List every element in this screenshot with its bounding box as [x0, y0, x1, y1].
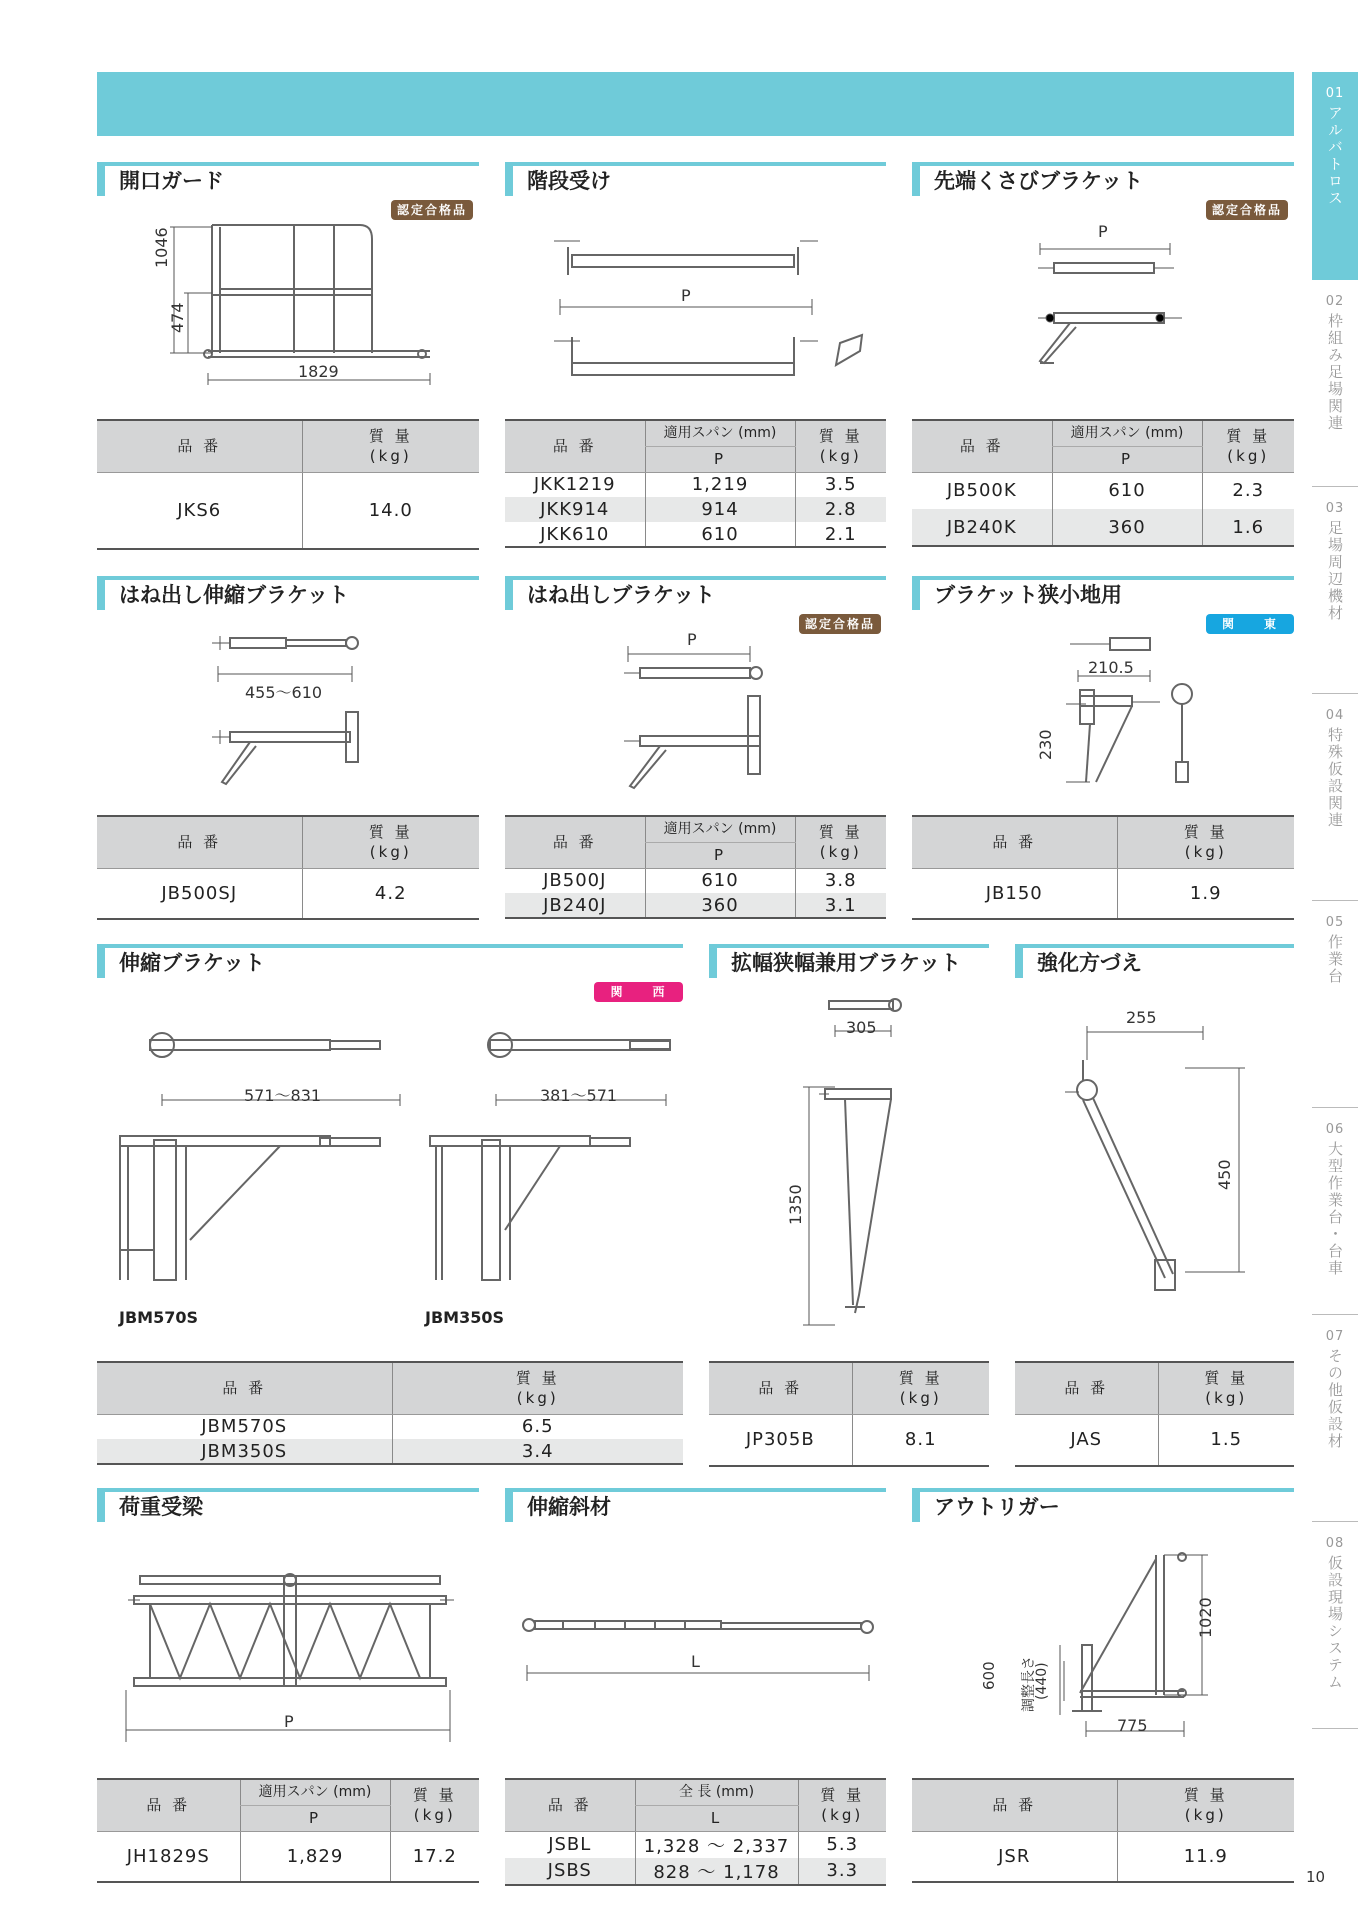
- col-mass: [795, 420, 886, 472]
- col-hinban: 品 番: [97, 816, 302, 868]
- cell-code: JB240J: [505, 893, 645, 918]
- kaidan-drawing: [550, 225, 870, 385]
- cell-span: 1,829: [240, 1831, 390, 1882]
- section-title: 拡幅狭幅兼用ブラケット: [709, 948, 961, 978]
- mass-label: 質 量: [515, 1369, 560, 1388]
- col-mass: [798, 1779, 886, 1831]
- cell-code: JKK1219: [505, 472, 645, 497]
- cell-mass: 1.9: [1117, 868, 1294, 919]
- tab-ogata[interactable]: [1312, 1108, 1358, 1315]
- col-span: 適用スパン (mm): [645, 420, 795, 446]
- dim-p: P: [284, 1712, 294, 1731]
- dim-l: L: [691, 1652, 700, 1671]
- dim-width-570: 571〜831: [244, 1086, 322, 1105]
- kg-label: (kg): [1184, 1806, 1227, 1825]
- cell-mass: 3.4: [392, 1439, 683, 1464]
- col-l: L: [635, 1805, 798, 1831]
- cell-code: JBM570S: [97, 1414, 392, 1439]
- dim-width: 775: [1117, 1716, 1148, 1735]
- col-span: 適用スパン (mm): [240, 1779, 390, 1805]
- section-title: 階段受け: [505, 166, 611, 196]
- col-hinban: 品 番: [97, 420, 302, 472]
- col-hinban: 品 番: [1015, 1362, 1158, 1414]
- col-mass: [1117, 1779, 1294, 1831]
- dim-width: 305: [846, 1018, 877, 1037]
- cell-code: JSBL: [505, 1831, 635, 1858]
- section-title: はね出しブラケット: [505, 580, 715, 610]
- dim-adjust-label: 調整長さ: [1021, 1656, 1037, 1712]
- section-kaikou-guard: [97, 162, 479, 196]
- mass-label: 質 量: [1226, 427, 1271, 446]
- tab-label: 枠組み足場関連: [1326, 313, 1344, 432]
- cell-code: JB500J: [505, 868, 645, 893]
- col-hinban: 品 番: [912, 1779, 1117, 1831]
- section-hanedashi: [505, 576, 886, 610]
- tab-number: 08: [1325, 1536, 1345, 1551]
- section-sentan: [912, 162, 1294, 196]
- certified-badge: 認定合格品: [1206, 200, 1288, 220]
- tab-number: 06: [1325, 1122, 1345, 1137]
- dim-p: P: [681, 286, 691, 305]
- outrigger-drawing: [1060, 1545, 1220, 1745]
- section-title: 伸縮斜材: [505, 1492, 611, 1522]
- hanedashi-drawing: [620, 640, 780, 800]
- section-kyosho: [912, 576, 1294, 610]
- tab-label: その他仮設材: [1326, 1348, 1344, 1450]
- cell-code: JP305B: [709, 1414, 852, 1466]
- tab-sonota[interactable]: [1312, 1315, 1358, 1522]
- cell-code: JKK610: [505, 522, 645, 547]
- mass-label: 質 量: [1183, 823, 1228, 842]
- col-mass: [852, 1362, 989, 1414]
- cell-span: 914: [645, 497, 795, 522]
- outrigger-spec-table: [912, 1778, 1294, 1883]
- cell-mass: 3.8: [795, 868, 886, 893]
- col-mass: [1158, 1362, 1294, 1414]
- section-kyouka: [1015, 944, 1294, 978]
- kg-label: (kg): [1184, 843, 1227, 862]
- col-hinban: 品 番: [505, 816, 645, 868]
- tab-wakugumi[interactable]: [1312, 280, 1358, 487]
- cell-code: JBM350S: [97, 1439, 392, 1464]
- dim-p: P: [1098, 222, 1108, 241]
- dim-height: 1020: [1196, 1597, 1215, 1638]
- cell-mass: 11.9: [1117, 1831, 1294, 1882]
- cell-mass: 3.3: [798, 1858, 886, 1885]
- section-hanedashi-shinshuku: [97, 576, 479, 610]
- kaikou-guard-drawing: [140, 215, 440, 385]
- kyosho-drawing: [1040, 632, 1200, 792]
- section-kaidan: [505, 162, 886, 196]
- kg-label: (kg): [819, 843, 862, 862]
- kg-label: (kg): [516, 1389, 559, 1408]
- mass-label: 質 量: [820, 1786, 865, 1805]
- sentan-spec-table: [912, 419, 1294, 547]
- section-title: ブラケット狭小地用: [912, 580, 1122, 610]
- mass-label: 質 量: [818, 427, 863, 446]
- kg-label: (kg): [369, 843, 412, 862]
- cell-mass: 14.0: [302, 472, 479, 549]
- kg-label: (kg): [821, 1806, 864, 1825]
- col-mass: [795, 816, 886, 868]
- cell-length: 828 〜 1,178: [635, 1858, 798, 1885]
- col-hinban: 品 番: [505, 420, 645, 472]
- cell-code: JB500K: [912, 472, 1052, 509]
- mass-label: 質 量: [898, 1369, 943, 1388]
- section-shinshuku: [97, 944, 683, 978]
- cell-mass: 17.2: [390, 1831, 479, 1882]
- hanedashi-shinshuku-drawing: [200, 632, 370, 792]
- shashizai-drawing: [515, 1605, 885, 1685]
- cell-mass: 5.3: [798, 1831, 886, 1858]
- tab-number: 03: [1325, 501, 1345, 516]
- mass-label: 質 量: [368, 427, 413, 446]
- dim-adjust-value: (440): [1034, 1662, 1050, 1700]
- kyouka-spec-table: [1015, 1361, 1294, 1467]
- dim-width: 255: [1126, 1008, 1157, 1027]
- cell-mass: 2.3: [1202, 472, 1294, 509]
- kg-label: (kg): [819, 447, 862, 466]
- section-title: はね出し伸縮ブラケット: [97, 580, 349, 610]
- tab-label: 特殊仮設関連: [1326, 727, 1344, 829]
- col-hinban: 品 番: [912, 420, 1052, 472]
- kyosho-spec-table: [912, 815, 1294, 920]
- tab-label: 作業台: [1326, 934, 1344, 985]
- shashizai-spec-table: [505, 1778, 886, 1886]
- mass-label: 質 量: [1204, 1369, 1249, 1388]
- dim-height-total: 1046: [152, 227, 171, 268]
- tab-tokushu[interactable]: [1312, 694, 1358, 901]
- header-banner: [97, 72, 1294, 136]
- cell-code: JB500SJ: [97, 868, 302, 919]
- kaikou-spec-table: [97, 419, 479, 550]
- col-mass: [302, 816, 479, 868]
- col-hinban: 品 番: [505, 1779, 635, 1831]
- cell-mass: 1.6: [1202, 509, 1294, 546]
- col-mass: [1202, 420, 1294, 472]
- kakufuku-drawing: [795, 995, 915, 1330]
- section-kajuu: [97, 1488, 479, 1522]
- col-p: P: [645, 842, 795, 868]
- tab-sagyodai[interactable]: [1312, 901, 1358, 1108]
- cell-span: 610: [645, 522, 795, 547]
- cell-code: JSBS: [505, 1858, 635, 1885]
- hanedashi-shinshuku-spec-table: [97, 815, 479, 920]
- kakufuku-spec-table: [709, 1361, 989, 1467]
- tab-label: 仮設現場システム: [1326, 1555, 1344, 1691]
- cell-code: JH1829S: [97, 1831, 240, 1882]
- cell-span: 360: [645, 893, 795, 918]
- tab-number: 02: [1325, 294, 1345, 309]
- mass-label: 質 量: [368, 823, 413, 842]
- cell-code: JB150: [912, 868, 1117, 919]
- tab-number: 05: [1325, 915, 1345, 930]
- shinshuku-drawing: [110, 1010, 680, 1280]
- dim-width-350: 381〜571: [540, 1086, 618, 1105]
- col-hinban: 品 番: [709, 1362, 852, 1414]
- cell-mass: 4.2: [302, 868, 479, 919]
- tab-number: 07: [1325, 1329, 1345, 1344]
- hanedashi-spec-table: [505, 815, 886, 919]
- cell-mass: 3.1: [795, 893, 886, 918]
- shinshuku-spec-table: [97, 1361, 683, 1465]
- section-title: 先端くさびブラケット: [912, 166, 1143, 196]
- dim-height: 230: [1036, 729, 1055, 760]
- cell-mass: 1.5: [1158, 1414, 1294, 1466]
- kg-label: (kg): [1205, 1389, 1248, 1408]
- region-badge: 関 西: [594, 982, 683, 1002]
- certified-badge: 認定合格品: [799, 614, 881, 634]
- dim-p: P: [687, 630, 697, 649]
- col-mass: [392, 1362, 683, 1414]
- dim-600: 600: [980, 1661, 998, 1690]
- model-label: JBM570S: [119, 1308, 198, 1327]
- cell-span: 610: [1052, 472, 1202, 509]
- section-kakufuku: [709, 944, 989, 978]
- cell-mass: 2.8: [795, 497, 886, 522]
- sentan-drawing: [1030, 235, 1190, 370]
- col-hinban: 品 番: [912, 816, 1117, 868]
- dim-height-lower: 474: [168, 302, 187, 333]
- col-mass: [390, 1779, 479, 1831]
- certified-badge: 認定合格品: [391, 200, 473, 220]
- kg-label: (kg): [899, 1389, 942, 1408]
- col-zencho: 全 長 (mm): [635, 1779, 798, 1805]
- col-hinban: 品 番: [97, 1779, 240, 1831]
- mass-label: 質 量: [412, 1786, 457, 1805]
- cell-mass: 8.1: [852, 1414, 989, 1466]
- kg-label: (kg): [413, 1806, 456, 1825]
- cell-span: 1,219: [645, 472, 795, 497]
- kg-label: (kg): [1227, 447, 1270, 466]
- dim-width: 210.5: [1088, 658, 1134, 677]
- section-title: 伸縮ブラケット: [97, 948, 265, 978]
- cell-code: JKS6: [97, 472, 302, 549]
- col-p: P: [1052, 446, 1202, 472]
- cell-code: JKK914: [505, 497, 645, 522]
- kajuu-spec-table: [97, 1778, 479, 1883]
- col-mass: [1117, 816, 1294, 868]
- col-span: 適用スパン (mm): [645, 816, 795, 842]
- kg-label: (kg): [369, 447, 412, 466]
- tab-number: 01: [1325, 86, 1345, 101]
- cell-span: 360: [1052, 509, 1202, 546]
- col-mass: [302, 420, 479, 472]
- cell-mass: 2.1: [795, 522, 886, 547]
- tab-ashiba-shuhen[interactable]: [1312, 487, 1358, 694]
- dim-height: 450: [1215, 1159, 1234, 1190]
- cell-mass: 3.5: [795, 472, 886, 497]
- col-p: P: [240, 1805, 390, 1831]
- section-title: 荷重受梁: [97, 1492, 203, 1522]
- cell-mass: 6.5: [392, 1414, 683, 1439]
- col-hinban: 品 番: [97, 1362, 392, 1414]
- section-title: 強化方づえ: [1015, 948, 1142, 978]
- section-title: アウトリガー: [912, 1492, 1060, 1522]
- mass-label: 質 量: [1183, 1786, 1228, 1805]
- mass-label: 質 量: [818, 823, 863, 842]
- cell-length: 1,328 〜 2,337: [635, 1831, 798, 1858]
- dim-width: 1829: [298, 362, 339, 381]
- section-outrigger: [912, 1488, 1294, 1522]
- tab-label: 足場周辺機材: [1326, 520, 1344, 622]
- model-label: JBM350S: [425, 1308, 504, 1327]
- cell-code: JAS: [1015, 1414, 1158, 1466]
- page-number: 10: [1306, 1868, 1326, 1886]
- kaidan-spec-table: [505, 419, 886, 548]
- cell-span: 610: [645, 868, 795, 893]
- dim-height: 1350: [786, 1184, 805, 1225]
- category-sidebar: [1312, 72, 1358, 1732]
- tab-genba-system[interactable]: [1312, 1522, 1358, 1729]
- section-title: 開口ガード: [97, 166, 224, 196]
- region-badge: 関 東: [1206, 614, 1294, 634]
- cell-code: JB240K: [912, 509, 1052, 546]
- col-p: P: [645, 446, 795, 472]
- tab-label: アルバトロス: [1326, 105, 1344, 207]
- cell-code: JSR: [912, 1831, 1117, 1882]
- tab-number: 04: [1325, 708, 1345, 723]
- tab-albatross[interactable]: [1312, 72, 1358, 280]
- dim-width: 455〜610: [245, 683, 323, 702]
- tab-label: 大型作業台・台車: [1326, 1141, 1344, 1277]
- section-shashizai: [505, 1488, 886, 1522]
- col-span: 適用スパン (mm): [1052, 420, 1202, 446]
